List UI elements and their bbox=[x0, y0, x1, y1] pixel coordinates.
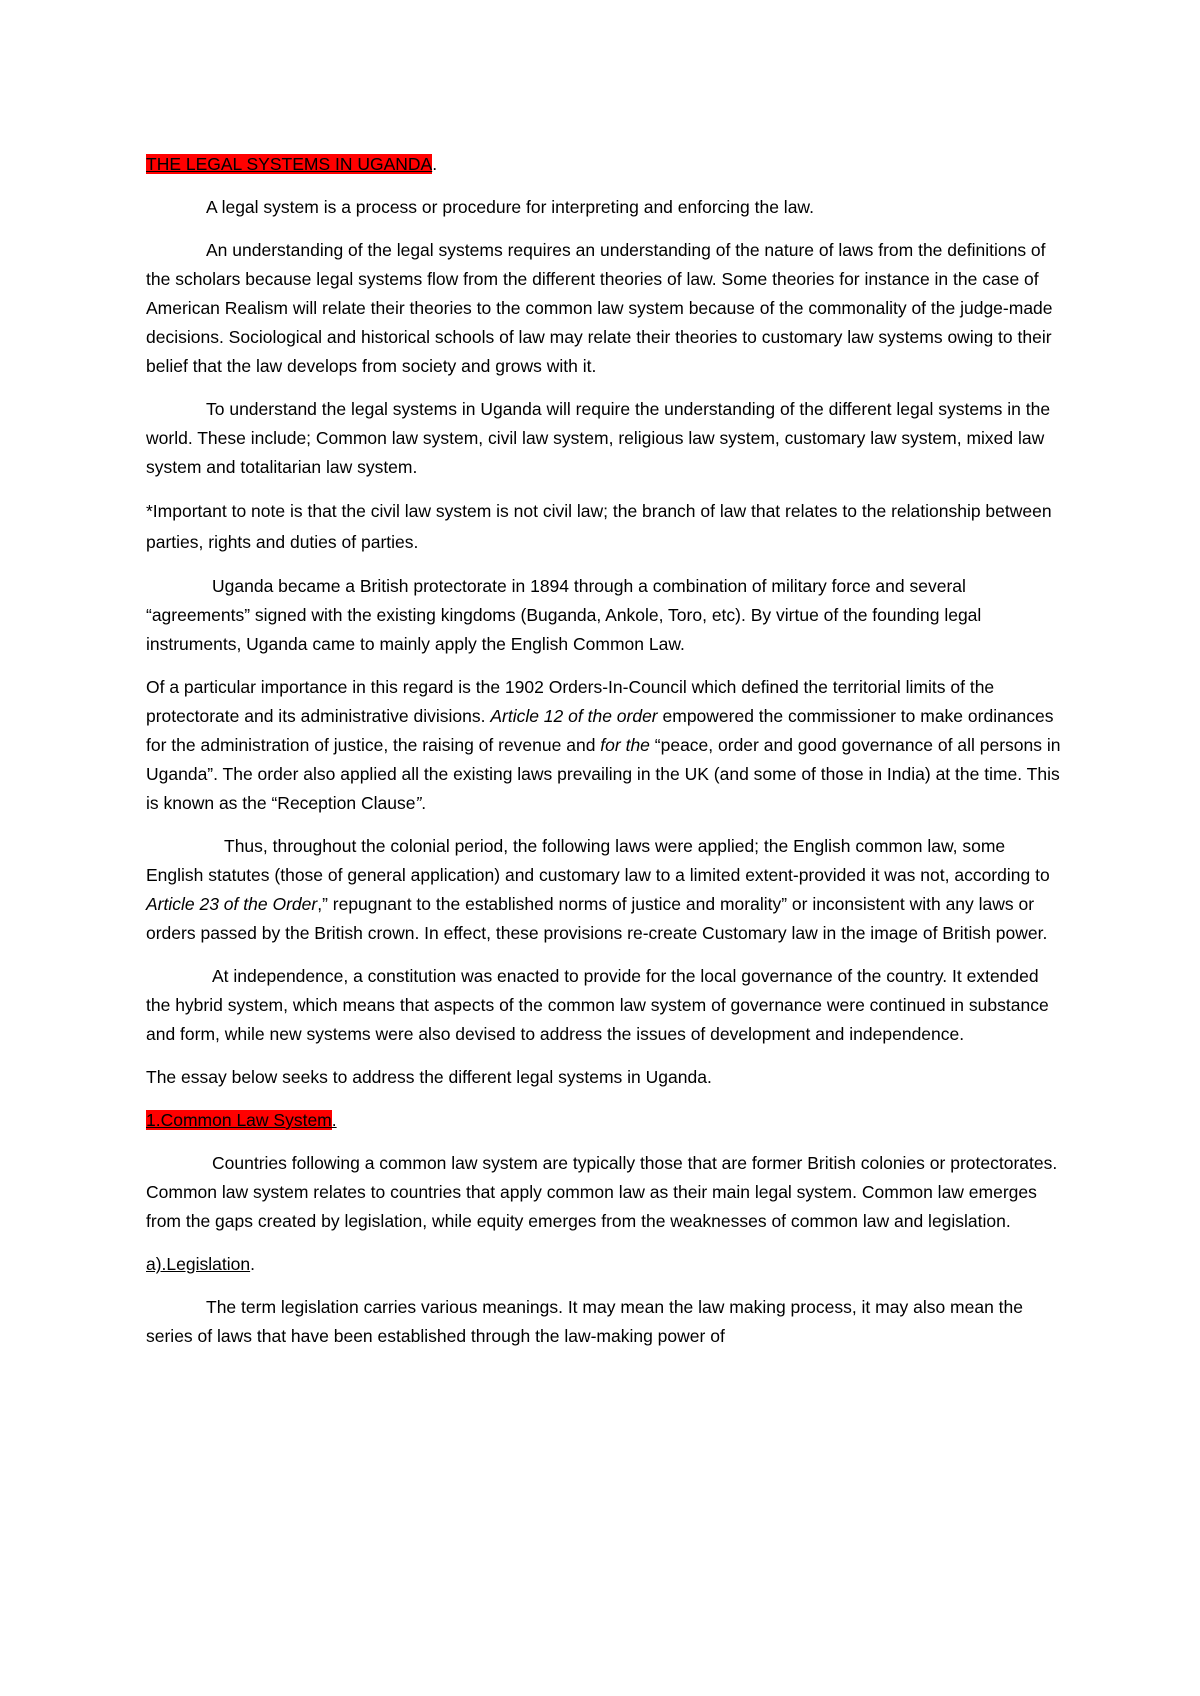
paragraph-independence: At independence, a constitution was enacted to provide for the local governance of the country. It extended the hybrid system, which means that aspects of the common law system of governance were continued in substance and form, while new systems were also devised to address the issues of development and independence. bbox=[146, 966, 1049, 1044]
text-run: empowered the commissioner to make ordinances for the administration of justice, the raising of revenue and bbox=[146, 706, 1054, 755]
title-highlight: THE LEGAL SYSTEMS IN UGANDA bbox=[146, 154, 433, 174]
paragraph-world-systems: To understand the legal systems in Uganda will require the understanding of the different legal systems in the world. These include; Common law system, civil law system, religious law system, customary law system, mixed law system and totalitarian law system. bbox=[146, 399, 1051, 477]
text-run: . bbox=[421, 793, 427, 813]
title-suffix: . bbox=[432, 154, 438, 174]
paragraph-common-law: Countries following a common law system are typically those that are former British colonies or protectorates. Common law system relates to countries that apply common law as their main legal system. Common law emerges from the gaps created by legislation, while equity emerges from the weaknesses of common law and legislation. bbox=[146, 1153, 1058, 1231]
paragraph-important-note: *Important to note is that the civil law system is not civil law; the branch of law that relates to the relationship between parties, rights and duties of parties. bbox=[146, 501, 1052, 552]
paragraph-definition: A legal system is a process or procedure for interpreting and enforcing the law. bbox=[206, 197, 814, 217]
paragraph-orders-in-council bbox=[146, 673, 1066, 818]
italic-run: ” bbox=[415, 793, 422, 813]
heading-suffix: . bbox=[331, 1110, 337, 1130]
document-body bbox=[146, 150, 1066, 1365]
subheading-suffix: . bbox=[250, 1254, 255, 1274]
document-title bbox=[146, 150, 1066, 179]
text-run: Of a particular importance in this regard is the 1902 Orders-In-Council which defined the territorial limits of the protectorate and its administrative divisions. bbox=[146, 677, 995, 726]
text-run: ,” repugnant to the established norms of justice and morality” or inconsistent with any laws or orders passed by the British crown. In effect, these provisions re-create Customary law in the image of British power. bbox=[146, 894, 1048, 943]
text-run: Thus, throughout the colonial period, the following laws were applied; the English common law, some English statutes (those of general application) and customary law to a limited extent-provided it was not, according to bbox=[146, 836, 1050, 885]
italic-run: Article 12 of the order bbox=[490, 706, 658, 726]
paragraph-protectorate: Uganda became a British protectorate in 1894 through a combination of military force and several “agreements” signed with the existing kingdoms (Buganda, Ankole, Toro, etc). By virtue of the founding legal instruments, Uganda came to mainly apply the English Common Law. bbox=[146, 576, 982, 654]
subheading-text: a).Legislation bbox=[146, 1254, 251, 1274]
italic-run: Article 23 of the Order bbox=[146, 894, 318, 914]
section-heading-common-law bbox=[146, 1106, 1066, 1135]
heading-highlight: 1.Common Law System bbox=[146, 1110, 332, 1130]
italic-run: for the bbox=[600, 735, 650, 755]
paragraph-legislation: The term legislation carries various meanings. It may mean the law making process, it may also mean the series of laws that have been established through the law-making power of bbox=[146, 1297, 1024, 1346]
text-run: “peace, order and good governance of all persons in Uganda”. The order also applied all the existing laws prevailing in the UK (and some of those in India) at the time. This is known as the “Reception Clause bbox=[146, 735, 1061, 813]
paragraph-essay-intro: The essay below seeks to address the different legal systems in Uganda. bbox=[146, 1067, 712, 1087]
paragraph-theories: An understanding of the legal systems requires an understanding of the nature of laws from the definitions of the scholars because legal systems flow from the different theories of law. Some theories for instance in the case of American Realism will relate their theories to the common law system because of the commonality of the judge-made decisions. Sociological and historical schools of law may relate their theories to customary law systems owing to their belief that the law develops from society and grows with it. bbox=[146, 240, 1053, 376]
paragraph-colonial-period bbox=[146, 832, 1066, 948]
subsection-heading-legislation bbox=[146, 1250, 1066, 1279]
